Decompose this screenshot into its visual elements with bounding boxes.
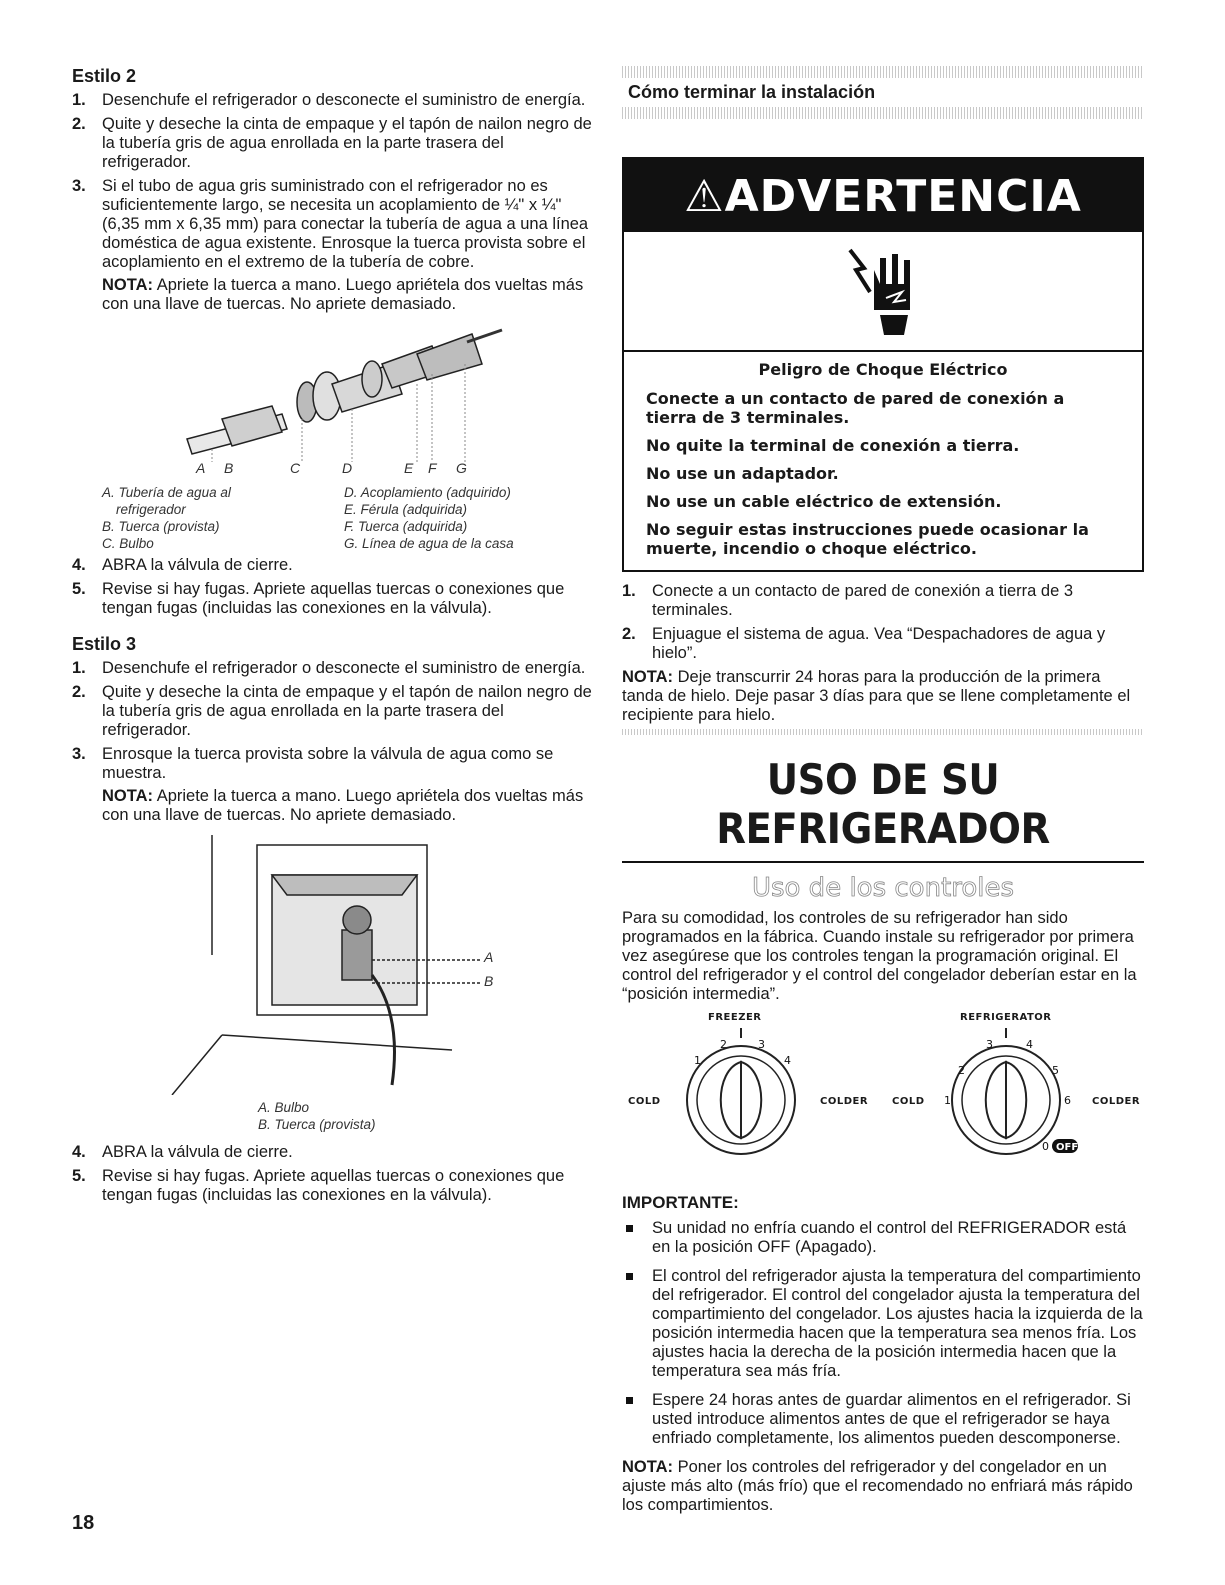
estilo2-heading: Estilo 2 xyxy=(72,66,137,86)
figure-label-f: F xyxy=(428,460,437,476)
refrigerator-dial xyxy=(952,1028,1060,1154)
list-item: 5. Revise si hay fugas. Apriete aquellas tuercas o conexiones que tengan fugas (incluidas las conexiones en la válvula). xyxy=(72,1167,565,1204)
estilo2-steps-after xyxy=(72,556,592,618)
refrigerator-tick: 2 xyxy=(958,1064,965,1077)
section-heading: Cómo terminar la instalación xyxy=(628,82,876,102)
warning-line: No quite la terminal de conexión a tierra. xyxy=(646,436,1020,455)
hatch-divider xyxy=(622,107,1144,119)
warning-body xyxy=(624,352,1142,570)
list-item: 4. ABRA la válvula de cierre. xyxy=(72,1143,293,1161)
freezer-cold-label: COLD xyxy=(628,1096,661,1107)
estilo2-note: NOTA: Apriete la tuerca a mano. Luego apriétela dos vueltas más con una llave de tuercas. No apriete demasiado. xyxy=(102,276,584,313)
figure-label-d: D xyxy=(342,460,353,476)
list-item: Su unidad no enfría cuando el control del REFRIGERADOR está en la posición OFF (Apagado). xyxy=(622,1219,1144,1257)
list-item: 1. Conecte a un contacto de pared de conexión a tierra de 3 terminales. xyxy=(622,582,1074,619)
list-item: El control del refrigerador ajusta la temperatura del compartimiento del refrigerador. El control del congelador ajusta la temperatura del compartimiento del congelador. Los ajustes hacia la izquierda de la posición intermedia hacen que la temperatura sea menos fría. Los ajustes hacia la derecha de la posición intermedia hacen que la temperatura sea más fría. xyxy=(622,1267,1144,1381)
estilo2-steps xyxy=(72,91,592,314)
valve-caption: A. Bulbo B. Tuerca (provista) xyxy=(258,1100,376,1132)
coupling-illustration xyxy=(72,324,592,464)
refrigerator-tick: 6 xyxy=(1064,1094,1071,1107)
refrigerator-tick: 1 xyxy=(944,1094,951,1107)
list-item: 3. Si el tubo de agua gris suministrado con el refrigerador no es suficientemente largo, se necesita un acoplamiento de ¼" x ¼" (6,35 mm x 6,35 mm) para conectar la tubería de agua a una línea doméstica de agua existente. Enrosque la tuerca provista sobre el acoplamiento en el extremo de la tubería de cobre. NOTA: Apriete la tuerca a mano. Luego apriétela dos vueltas más con una llave de tuercas. No apriete demasiado. xyxy=(72,177,592,314)
warning-box xyxy=(622,157,1144,572)
finish-note: NOTA: Deje transcurrir 24 horas para la producción de la primera tanda de hielo. Deje pasar 3 días para que se llene completamente el recipiente para hielo. xyxy=(622,668,1131,724)
freezer-tick: 2 xyxy=(720,1038,727,1051)
final-note: NOTA: Poner los controles del refrigerador y del congelador en un ajuste más alto (más frío) que el recomendado no enfriará más rápido los compartimientos. xyxy=(622,1458,1133,1514)
figure-label-a: A xyxy=(484,949,494,965)
refrigerator-label: REFRIGERATOR xyxy=(960,1012,1052,1023)
warning-line: Conecte a un contacto de pared de conexión a tierra de 3 terminales. xyxy=(646,389,1065,427)
list-item: 1. Desenchufe el refrigerador o desconecte el suministro de energía. xyxy=(72,91,586,109)
important-bullets xyxy=(622,1219,1144,1448)
valve-figure xyxy=(72,835,592,1135)
warning-line: No use un cable eléctrico de extensión. xyxy=(646,492,1002,511)
refrigerator-cold-label: COLD xyxy=(892,1096,925,1107)
electric-shock-icon xyxy=(840,240,920,340)
warning-title: Peligro de Choque Eléctrico xyxy=(758,360,1008,379)
main-title: USO DE SU REFRIGERADOR xyxy=(716,755,1050,853)
estilo3-steps-after xyxy=(72,1143,592,1205)
intro-paragraph: Para su comodidad, los controles de su refrigerador han sido programados en la fábrica. Cuando instale su refrigerador por primera vez asegúrese que los controles tengan la programación original. El control del refrigerador y el control del congelador deberían estar en la “posición intermedia”. xyxy=(622,909,1137,1003)
list-item: Espere 24 horas antes de guardar alimentos en el refrigerador. Si usted introduce alimentos antes de que el refrigerador se haya enfriado completamente, los alimentos pueden descomponerse. xyxy=(622,1391,1144,1448)
list-item: 2. Quite y deseche la cinta de empaque y el tapón de nailon negro de la tubería gris de agua enrollada en la parte trasera del refrigerador. xyxy=(72,115,592,171)
left-column xyxy=(72,66,592,1210)
figure-label-g: G xyxy=(456,460,467,476)
figure-label-b: B xyxy=(484,973,494,989)
valve-illustration xyxy=(72,835,592,1095)
figure-label-b: B xyxy=(224,460,234,476)
important-heading: IMPORTANTE: xyxy=(622,1193,739,1212)
warning-line: No seguir estas instrucciones puede ocasionar la muerte, incendio o choque eléctrico. xyxy=(646,520,1089,558)
figure-label-e: E xyxy=(404,460,414,476)
freezer-colder-label: COLDER xyxy=(820,1096,869,1107)
refrigerator-tick: 4 xyxy=(1026,1038,1033,1051)
shock-hazard-box xyxy=(624,232,1142,352)
finish-steps xyxy=(622,582,1144,663)
estilo3-note: NOTA: Apriete la tuerca a mano. Luego apriétela dos vueltas más con una llave de tuercas. No apriete demasiado. xyxy=(102,787,584,824)
list-item: 4. ABRA la válvula de cierre. xyxy=(72,556,293,574)
refrigerator-colder-label: COLDER xyxy=(1092,1096,1141,1107)
freezer-tick: 4 xyxy=(784,1054,791,1067)
freezer-label: FREEZER xyxy=(708,1012,762,1023)
list-item: 2. Quite y deseche la cinta de empaque y el tapón de nailon negro de la tubería gris de agua enrollada en la parte trasera del refrigerador. xyxy=(72,683,592,739)
subtitle: Uso de los controles xyxy=(751,873,1015,903)
estilo3-steps xyxy=(72,659,592,825)
warning-line: No use un adaptador. xyxy=(646,464,839,483)
refrigerator-tick: 0 xyxy=(1042,1140,1049,1153)
freezer-tick: 1 xyxy=(694,1054,701,1067)
figure-label-c: C xyxy=(290,460,301,476)
list-item: 1. Desenchufe el refrigerador o desconecte el suministro de energía. xyxy=(72,659,586,677)
coupling-figure xyxy=(72,324,592,551)
title-rule xyxy=(622,861,1144,863)
estilo3-heading: Estilo 3 xyxy=(72,634,137,654)
dials-svg xyxy=(622,1010,1144,1185)
off-label: OFF xyxy=(1056,1142,1079,1153)
warning-triangle-icon: ⚠ xyxy=(684,171,725,222)
freezer-tick: 3 xyxy=(758,1038,765,1051)
figure-label-a: A xyxy=(196,460,206,476)
refrigerator-tick: 3 xyxy=(986,1038,993,1051)
caption-left: A. Tubería de agua al refrigerador B. Tuerca (provista) C. Bulbo xyxy=(102,485,231,551)
hatch-divider xyxy=(622,66,1144,78)
hatch-divider xyxy=(622,729,1144,735)
right-column xyxy=(622,66,1144,1519)
list-item: 3. Enrosque la tuerca provista sobre la válvula de agua como se muestra. NOTA: Apriete la tuerca a mano. Luego apriétela dos vueltas más con una llave de tuercas. No apriete demasiado. xyxy=(72,745,592,825)
page-number: 18 xyxy=(72,1512,95,1534)
caption-right: D. Acoplamiento (adquirido) E. Férula (adquirida) F. Tuerca (adquirida) G. Línea de agua de la casa xyxy=(344,485,514,551)
freezer-dial xyxy=(687,1028,795,1154)
list-item: 5. Revise si hay fugas. Apriete aquellas tuercas o conexiones que tengan fugas (incluidas las conexiones en la válvula). xyxy=(72,580,565,617)
list-item: 2. Enjuague el sistema de agua. Vea “Despachadores de agua y hielo”. xyxy=(622,625,1106,662)
control-dials-figure xyxy=(622,1010,1144,1185)
warning-header: ⚠ADVERTENCIA xyxy=(624,159,1142,232)
refrigerator-tick: 5 xyxy=(1052,1064,1059,1077)
